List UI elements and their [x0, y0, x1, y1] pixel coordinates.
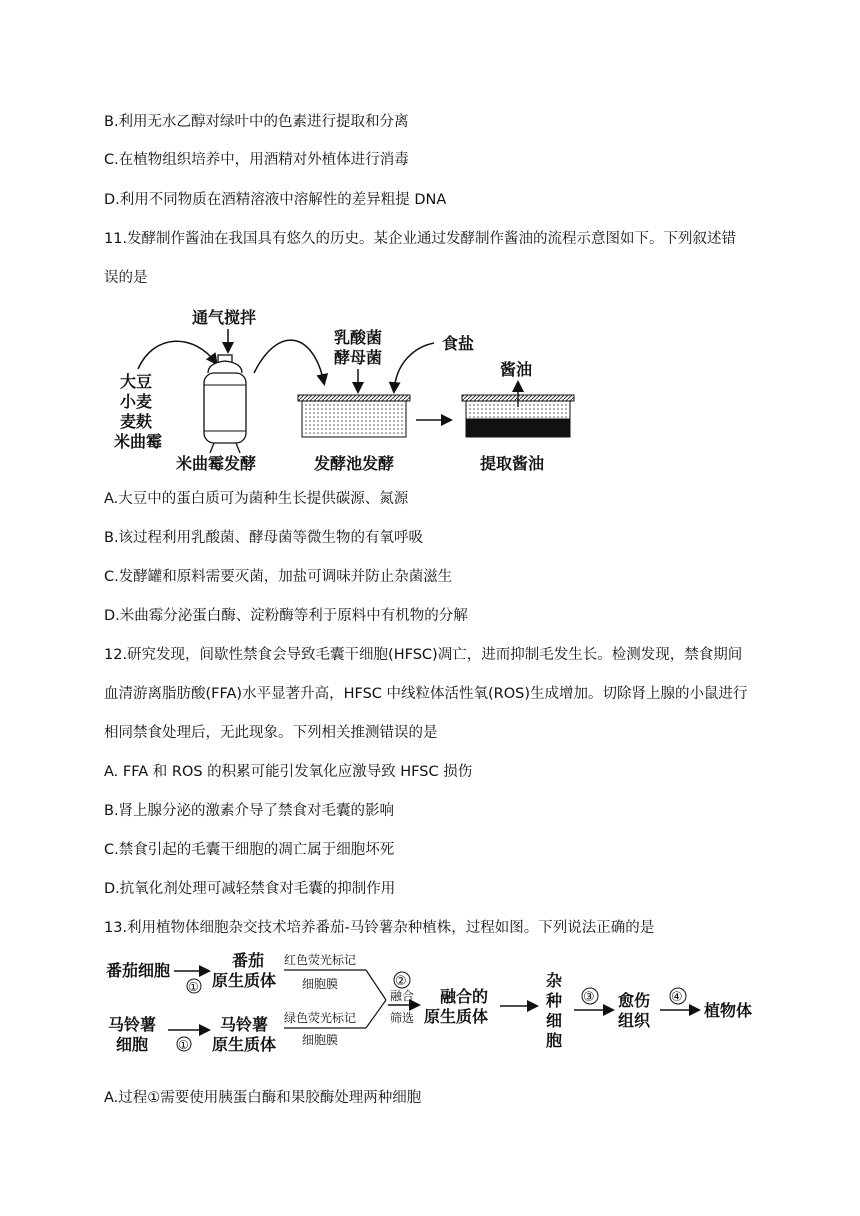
step2-marker: ② — [395, 974, 407, 989]
screen-label: 筛选 — [390, 1011, 415, 1025]
tomato-proto-2: 原生质体 — [212, 971, 277, 990]
step3-label: 提取酱油 — [480, 454, 545, 473]
potato-cell-1: 马铃薯 — [108, 1015, 157, 1034]
tomato-membrane: 细胞膜 — [302, 977, 339, 991]
material-aspergillus: 米曲霉 — [114, 432, 163, 451]
potato-proto-2: 原生质体 — [212, 1035, 277, 1054]
callus-2: 组织 — [618, 1011, 651, 1030]
question-12-stem-cont1: 血清游离脂肪酸(FFA)水平显著升高，HFSC 中线粒体活性氧(ROS)生成增加。切除肾上腺的小鼠进行 — [104, 686, 748, 702]
extraction-tank — [462, 395, 574, 437]
option-a-12: A. FFA 和 ROS 的积累可能引发氧化应激导致 HFSC 损伤 — [104, 764, 473, 780]
fuse-label: 融合 — [390, 989, 415, 1003]
option-b-11: B.该过程利用乳酸菌、酵母菌等微生物的有氧呼吸 — [104, 530, 424, 546]
option-d-12: D.抗氧化剂处理可减轻禁食对毛囊的抑制作用 — [104, 881, 396, 897]
step4-marker: ④ — [671, 990, 683, 1005]
hybrid-cell-1: 杂 — [546, 971, 563, 990]
hybrid-cell-3: 细 — [546, 1011, 563, 1030]
option-a-13: A.过程①需要使用胰蛋白酶和果胶酶处理两种细胞 — [104, 1090, 422, 1106]
potato-step1: ① — [178, 1038, 189, 1052]
option-d-10: D.利用不同物质在酒精溶液中溶解性的差异粗提 DNA — [104, 192, 447, 208]
question-11-stem: 11.发酵制作酱油在我国具有悠久的历史。某企业通过发酵制作酱油的流程示意图如下。下列叙述错 — [104, 231, 737, 247]
option-b-12: B.肾上腺分泌的激素介导了禁食对毛囊的影响 — [104, 803, 395, 819]
tomato-step1: ① — [188, 980, 199, 994]
option-b-10: B.利用无水乙醇对绿叶中的色素进行提取和分离 — [104, 114, 409, 130]
potato-membrane: 细胞膜 — [302, 1033, 339, 1047]
hybrid-cell-2: 种 — [546, 991, 563, 1010]
step2-label: 发酵池发酵 — [314, 454, 395, 473]
fermenter-tank — [204, 355, 246, 453]
potato-cell-2: 细胞 — [116, 1035, 149, 1054]
option-c-10: C.在植物组织培养中，用酒精对外植体进行消毒 — [104, 152, 409, 168]
option-a-11: A.大豆中的蛋白质可为菌种生长提供碳源、氮源 — [104, 491, 409, 507]
option-c-12: C.禁食引起的毛囊干细胞的凋亡属于细胞坏死 — [104, 842, 395, 858]
fused-proto-2: 原生质体 — [424, 1007, 489, 1026]
hybrid-cell-4: 胞 — [546, 1031, 563, 1050]
fermentation-pool — [298, 395, 410, 437]
hybridization-diagram — [104, 944, 764, 1054]
material-soybean: 大豆 — [120, 372, 153, 391]
plant-label: 植物体 — [704, 1001, 753, 1020]
material-wheat: 小麦 — [120, 392, 153, 411]
question-12-stem-cont2: 相同禁食处理后，无此现象。下列相关推测错误的是 — [104, 725, 438, 741]
salt-label: 食盐 — [442, 334, 475, 353]
aeration-label: 通气搅拌 — [192, 308, 257, 327]
red-fluor-label: 红色荧光标记 — [284, 953, 357, 967]
potato-proto-1: 马铃薯 — [220, 1015, 269, 1034]
microbe-lactobacillus: 乳酸菌 — [334, 328, 383, 347]
fermentation-diagram — [104, 303, 584, 473]
microbe-yeast: 酵母菌 — [334, 348, 383, 367]
question-13-stem: 13.利用植物体细胞杂交技术培养番茄-马铃薯杂种植株，过程如图。下列说法正确的是 — [104, 920, 655, 936]
callus-1: 愈伤 — [618, 991, 651, 1010]
option-d-11: D.米曲霉分泌蛋白酶、淀粉酶等利于原料中有机物的分解 — [104, 608, 468, 624]
soy-sauce-label: 酱油 — [500, 360, 533, 379]
step3-marker: ③ — [583, 990, 595, 1005]
step1-label: 米曲霉发酵 — [176, 454, 257, 473]
tomato-proto-1: 番茄 — [232, 951, 265, 970]
option-c-11: C.发酵罐和原料需要灭菌，加盐可调味并防止杂菌滋生 — [104, 569, 453, 585]
material-bran: 麦麸 — [120, 412, 153, 431]
question-12-stem: 12.研究发现，间歇性禁食会导致毛囊干细胞(HFSC)凋亡，进而抑制毛发生长。检测发现，禁食期间 — [104, 647, 743, 663]
tomato-cell: 番茄细胞 — [106, 961, 171, 980]
fused-proto-1: 融合的 — [440, 987, 489, 1006]
green-fluor-label: 绿色荧光标记 — [284, 1011, 357, 1025]
question-11-stem-cont: 误的是 — [104, 270, 148, 286]
